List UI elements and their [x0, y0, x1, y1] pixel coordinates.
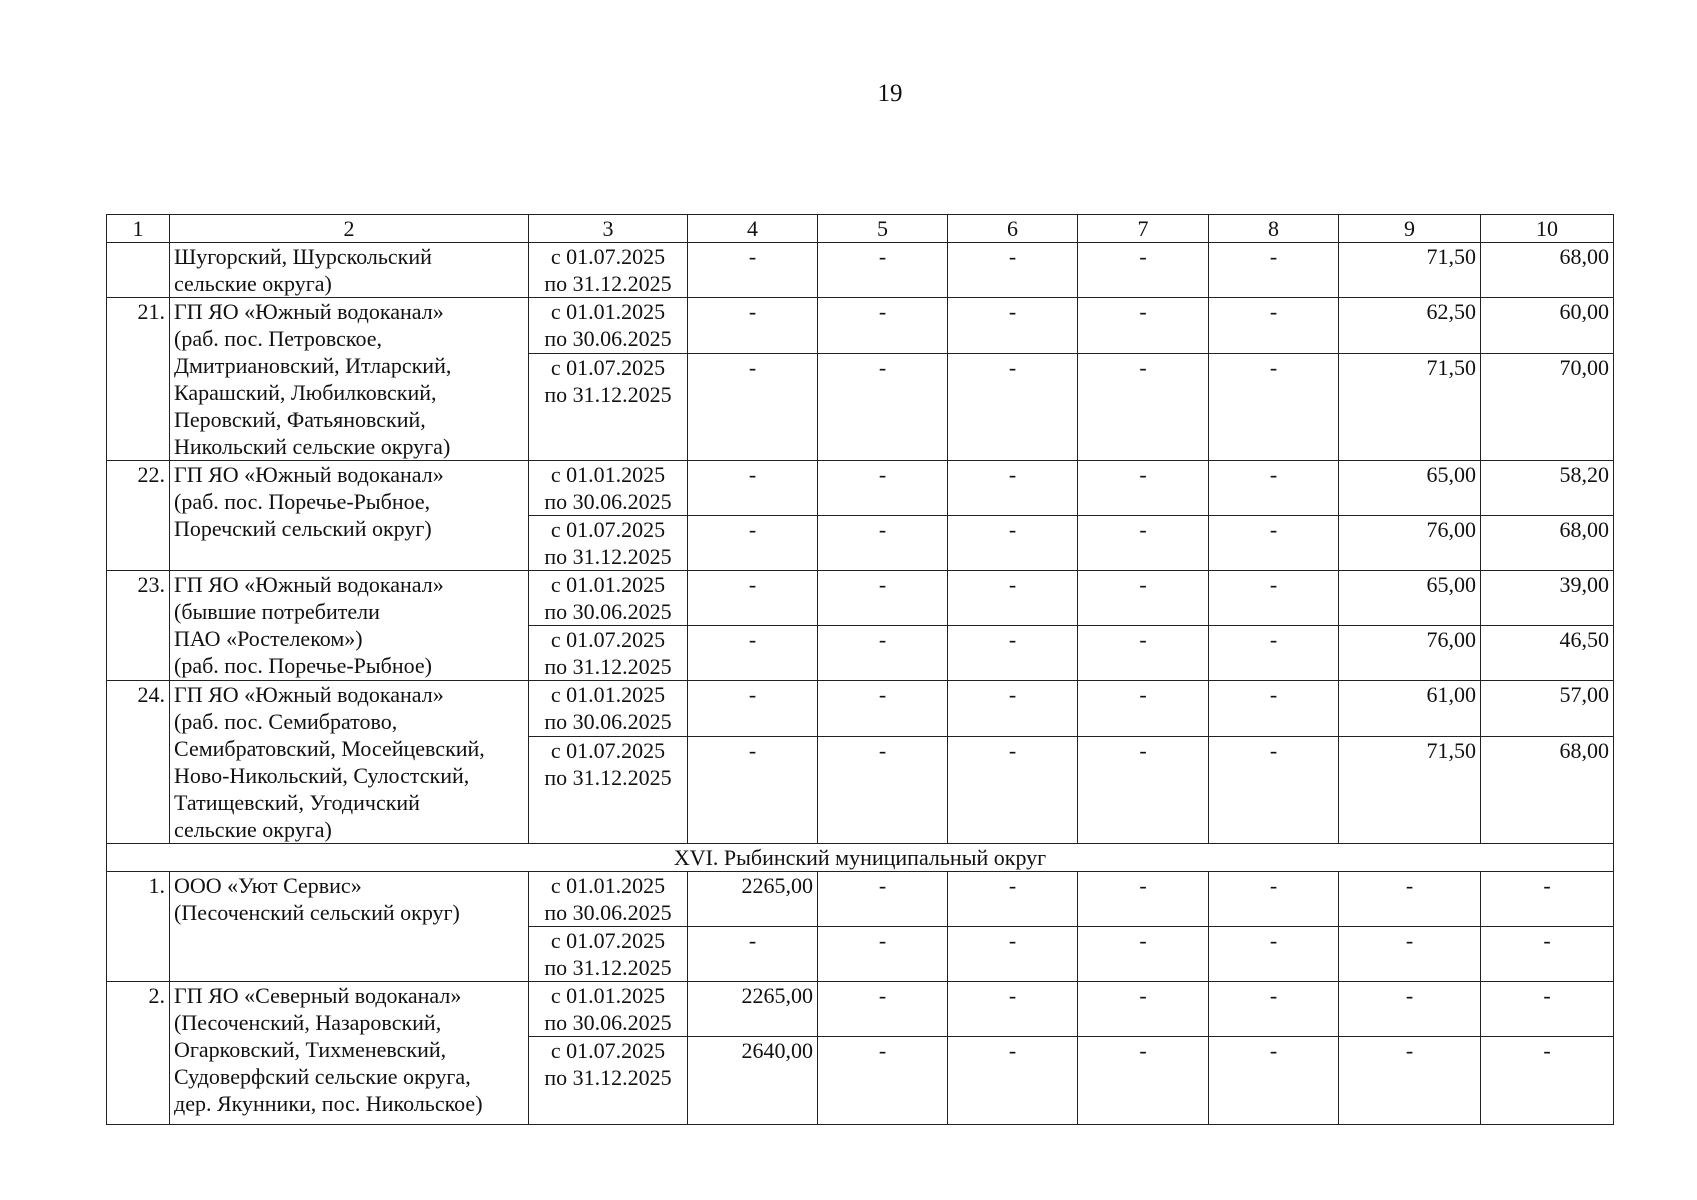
- value-col-9: 65,00: [1339, 461, 1481, 516]
- value-col-9: 62,50: [1339, 298, 1481, 354]
- value-col-7: -: [1078, 982, 1209, 1037]
- value-col-10: 46,50: [1481, 626, 1614, 681]
- period-cell: [529, 461, 688, 516]
- header-cell: 4: [688, 215, 818, 243]
- period-line: с 01.07.2025: [550, 1038, 666, 1063]
- organization-name-line: ГП ЯО «Южный водоканал»: [174, 682, 444, 707]
- section-title: XVI. Рыбинский муниципальный округ: [107, 844, 1614, 872]
- value-col-7: -: [1078, 927, 1209, 982]
- value-col-6: -: [948, 927, 1078, 982]
- value-col-4: -: [688, 516, 818, 571]
- period-line: по 30.06.2025: [544, 1010, 672, 1035]
- organization-name-line: (раб. пос. Семибратово,: [174, 709, 398, 734]
- value-col-8: -: [1209, 243, 1339, 298]
- period-line: с 01.07.2025: [550, 244, 666, 269]
- organization-name-line: Судоверфский сельские округа,: [174, 1064, 471, 1089]
- row-number: 24.: [107, 681, 170, 844]
- organization-name-line: Дмитриановский, Итларский,: [174, 353, 452, 378]
- table-row: [107, 461, 1614, 516]
- value-col-5: -: [818, 982, 948, 1037]
- page-number: 19: [877, 80, 903, 107]
- period-cell: [529, 737, 688, 844]
- header-cell: 5: [818, 215, 948, 243]
- value-col-4: -: [688, 354, 818, 461]
- value-col-4: -: [688, 461, 818, 516]
- value-col-10: 68,00: [1481, 243, 1614, 298]
- value-col-9: -: [1339, 1037, 1481, 1125]
- value-col-9: 76,00: [1339, 516, 1481, 571]
- organization-name: [170, 571, 529, 681]
- value-col-9: 65,00: [1339, 571, 1481, 626]
- value-col-4: 2640,00: [688, 1037, 818, 1125]
- value-col-7: -: [1078, 516, 1209, 571]
- value-col-10: -: [1481, 927, 1614, 982]
- organization-name-line: (Песоченский сельский округ): [174, 900, 460, 925]
- value-col-8: -: [1209, 982, 1339, 1037]
- value-col-6: -: [948, 571, 1078, 626]
- organization-name-line: (Песоченский, Назаровский,: [174, 1010, 442, 1035]
- value-col-5: -: [818, 354, 948, 461]
- header-cell: 7: [1078, 215, 1209, 243]
- organization-name: [170, 872, 529, 982]
- organization-name: [170, 681, 529, 844]
- row-number: 2.: [107, 982, 170, 1125]
- value-col-6: -: [948, 243, 1078, 298]
- value-col-9: 71,50: [1339, 737, 1481, 844]
- value-col-5: -: [818, 571, 948, 626]
- value-col-8: -: [1209, 516, 1339, 571]
- organization-name-line: (раб. пос. Поречье-Рыбное,: [174, 489, 431, 514]
- period-line: по 30.06.2025: [544, 489, 672, 514]
- value-col-6: -: [948, 737, 1078, 844]
- organization-name-line: Огарковский, Тихменевский,: [174, 1037, 447, 1062]
- organization-name-line: ГП ЯО «Северный водоканал»: [174, 983, 462, 1008]
- value-col-7: -: [1078, 354, 1209, 461]
- period-cell: [529, 354, 688, 461]
- organization-name-line: Татищевский, Угодичский: [174, 790, 420, 815]
- value-col-6: -: [948, 1037, 1078, 1125]
- organization-name-line: (бывшие потребители: [174, 599, 380, 624]
- organization-name: [170, 243, 529, 298]
- value-col-7: -: [1078, 681, 1209, 737]
- value-col-4: 2265,00: [688, 872, 818, 927]
- table-header-row: [107, 215, 1614, 243]
- organization-name-line: ГП ЯО «Южный водоканал»: [174, 572, 444, 597]
- value-col-9: 61,00: [1339, 681, 1481, 737]
- period-line: с 01.01.2025: [550, 299, 666, 324]
- value-col-6: -: [948, 298, 1078, 354]
- value-col-8: -: [1209, 737, 1339, 844]
- row-number: 21.: [107, 298, 170, 461]
- value-col-10: 58,20: [1481, 461, 1614, 516]
- value-col-10: 70,00: [1481, 354, 1614, 461]
- header-cell: 10: [1481, 215, 1614, 243]
- period-line: с 01.07.2025: [550, 928, 666, 953]
- organization-name-line: Семибратовский, Мосейцевский,: [174, 736, 485, 761]
- period-line: по 30.06.2025: [544, 900, 672, 925]
- organization-name: [170, 982, 529, 1125]
- organization-name-line: Перовский, Фатьяновский,: [174, 407, 426, 432]
- value-col-8: -: [1209, 571, 1339, 626]
- period-cell: [529, 927, 688, 982]
- period-line: с 01.01.2025: [550, 462, 666, 487]
- period-line: по 31.12.2025: [544, 955, 672, 980]
- value-col-7: -: [1078, 461, 1209, 516]
- value-col-10: -: [1481, 982, 1614, 1037]
- period-line: по 30.06.2025: [544, 599, 672, 624]
- value-col-9: 71,50: [1339, 243, 1481, 298]
- value-col-9: -: [1339, 927, 1481, 982]
- organization-name-line: Поречский сельский округ): [174, 516, 432, 541]
- value-col-4: -: [688, 571, 818, 626]
- header-cell: 3: [529, 215, 688, 243]
- value-col-6: -: [948, 872, 1078, 927]
- value-col-4: 2265,00: [688, 982, 818, 1037]
- value-col-10: 68,00: [1481, 516, 1614, 571]
- value-col-6: -: [948, 681, 1078, 737]
- period-line: с 01.07.2025: [550, 627, 666, 652]
- period-line: с 01.07.2025: [550, 355, 666, 381]
- value-col-10: -: [1481, 872, 1614, 927]
- table-row: [107, 243, 1614, 298]
- section-row: [107, 844, 1614, 872]
- organization-name-line: Шугорский, Шурскольский: [174, 244, 432, 269]
- table-row: [107, 571, 1614, 626]
- value-col-7: -: [1078, 872, 1209, 927]
- period-line: с 01.07.2025: [550, 738, 666, 764]
- value-col-4: -: [688, 626, 818, 681]
- period-line: с 01.01.2025: [550, 682, 666, 707]
- header-cell: 9: [1339, 215, 1481, 243]
- value-col-7: -: [1078, 1037, 1209, 1125]
- value-col-5: -: [818, 872, 948, 927]
- value-col-6: -: [948, 461, 1078, 516]
- value-col-5: -: [818, 626, 948, 681]
- value-col-9: -: [1339, 872, 1481, 927]
- header-cell: 2: [170, 215, 529, 243]
- value-col-8: -: [1209, 354, 1339, 461]
- organization-name-line: сельские округа): [174, 817, 332, 842]
- value-col-5: -: [818, 461, 948, 516]
- table-row: [107, 982, 1614, 1037]
- value-col-5: -: [818, 927, 948, 982]
- value-col-5: -: [818, 298, 948, 354]
- period-cell: [529, 1037, 688, 1125]
- period-line: по 31.12.2025: [544, 1065, 672, 1090]
- organization-name-line: ГП ЯО «Южный водоканал»: [174, 299, 444, 324]
- value-col-9: 71,50: [1339, 354, 1481, 461]
- value-col-5: -: [818, 737, 948, 844]
- value-col-7: -: [1078, 571, 1209, 626]
- header-cell: 8: [1209, 215, 1339, 243]
- table-body: [107, 215, 1614, 1125]
- value-col-8: -: [1209, 872, 1339, 927]
- value-col-8: -: [1209, 927, 1339, 982]
- organization-name-line: ГП ЯО «Южный водоканал»: [174, 462, 444, 487]
- value-col-5: -: [818, 1037, 948, 1125]
- value-col-8: -: [1209, 298, 1339, 354]
- header-cell: 6: [948, 215, 1078, 243]
- row-number: 1.: [107, 872, 170, 982]
- value-col-6: -: [948, 516, 1078, 571]
- value-col-7: -: [1078, 626, 1209, 681]
- table-row: [107, 298, 1614, 354]
- period-cell: [529, 681, 688, 737]
- value-col-10: 68,00: [1481, 737, 1614, 844]
- period-line: по 31.12.2025: [544, 271, 672, 296]
- organization-name: [170, 461, 529, 571]
- organization-name-line: Никольский сельские округа): [174, 434, 451, 459]
- organization-name-line: ПАО «Ростелеком»): [174, 626, 363, 651]
- value-col-4: -: [688, 737, 818, 844]
- value-col-8: -: [1209, 1037, 1339, 1125]
- organization-name: [170, 298, 529, 461]
- organization-name-line: ООО «Уют Сервис»: [174, 873, 362, 898]
- value-col-8: -: [1209, 681, 1339, 737]
- value-col-5: -: [818, 681, 948, 737]
- value-col-6: -: [948, 982, 1078, 1037]
- value-col-4: -: [688, 243, 818, 298]
- period-cell: [529, 982, 688, 1037]
- period-line: по 31.12.2025: [544, 765, 672, 791]
- period-line: по 31.12.2025: [544, 544, 672, 569]
- period-line: с 01.07.2025: [550, 517, 666, 542]
- period-cell: [529, 626, 688, 681]
- period-line: по 30.06.2025: [544, 709, 672, 734]
- value-col-10: 39,00: [1481, 571, 1614, 626]
- period-cell: [529, 298, 688, 354]
- period-line: по 30.06.2025: [544, 326, 672, 351]
- value-col-10: -: [1481, 1037, 1614, 1125]
- value-col-9: 76,00: [1339, 626, 1481, 681]
- period-cell: [529, 243, 688, 298]
- organization-name-line: (раб. пос. Поречье-Рыбное): [174, 653, 433, 678]
- value-col-8: -: [1209, 626, 1339, 681]
- period-cell: [529, 516, 688, 571]
- organization-name-line: Карашский, Любилковский,: [174, 380, 437, 405]
- value-col-7: -: [1078, 737, 1209, 844]
- value-col-10: 60,00: [1481, 298, 1614, 354]
- period-line: по 31.12.2025: [544, 382, 672, 408]
- organization-name-line: сельские округа): [174, 271, 332, 296]
- organization-name-line: Ново-Никольский, Сулостский,: [174, 763, 470, 788]
- value-col-7: -: [1078, 243, 1209, 298]
- period-line: с 01.01.2025: [550, 572, 666, 597]
- value-col-9: -: [1339, 982, 1481, 1037]
- value-col-6: -: [948, 354, 1078, 461]
- organization-name-line: дер. Якунники, пос. Никольское): [174, 1091, 483, 1116]
- value-col-4: -: [688, 298, 818, 354]
- period-cell: [529, 571, 688, 626]
- value-col-10: 57,00: [1481, 681, 1614, 737]
- row-number: [107, 243, 170, 298]
- value-col-4: -: [688, 927, 818, 982]
- table-row: [107, 872, 1614, 927]
- row-number: 23.: [107, 571, 170, 681]
- organization-name-line: (раб. пос. Петровское,: [174, 326, 383, 351]
- value-col-5: -: [818, 243, 948, 298]
- value-col-6: -: [948, 626, 1078, 681]
- value-col-8: -: [1209, 461, 1339, 516]
- tariff-table: [106, 214, 1614, 1125]
- value-col-7: -: [1078, 298, 1209, 354]
- period-line: с 01.01.2025: [550, 873, 666, 898]
- header-cell: 1: [107, 215, 170, 243]
- period-line: по 31.12.2025: [544, 654, 672, 679]
- value-col-4: -: [688, 681, 818, 737]
- row-number: 22.: [107, 461, 170, 571]
- table-row: [107, 681, 1614, 737]
- period-cell: [529, 872, 688, 927]
- value-col-5: -: [818, 516, 948, 571]
- period-line: с 01.01.2025: [550, 983, 666, 1008]
